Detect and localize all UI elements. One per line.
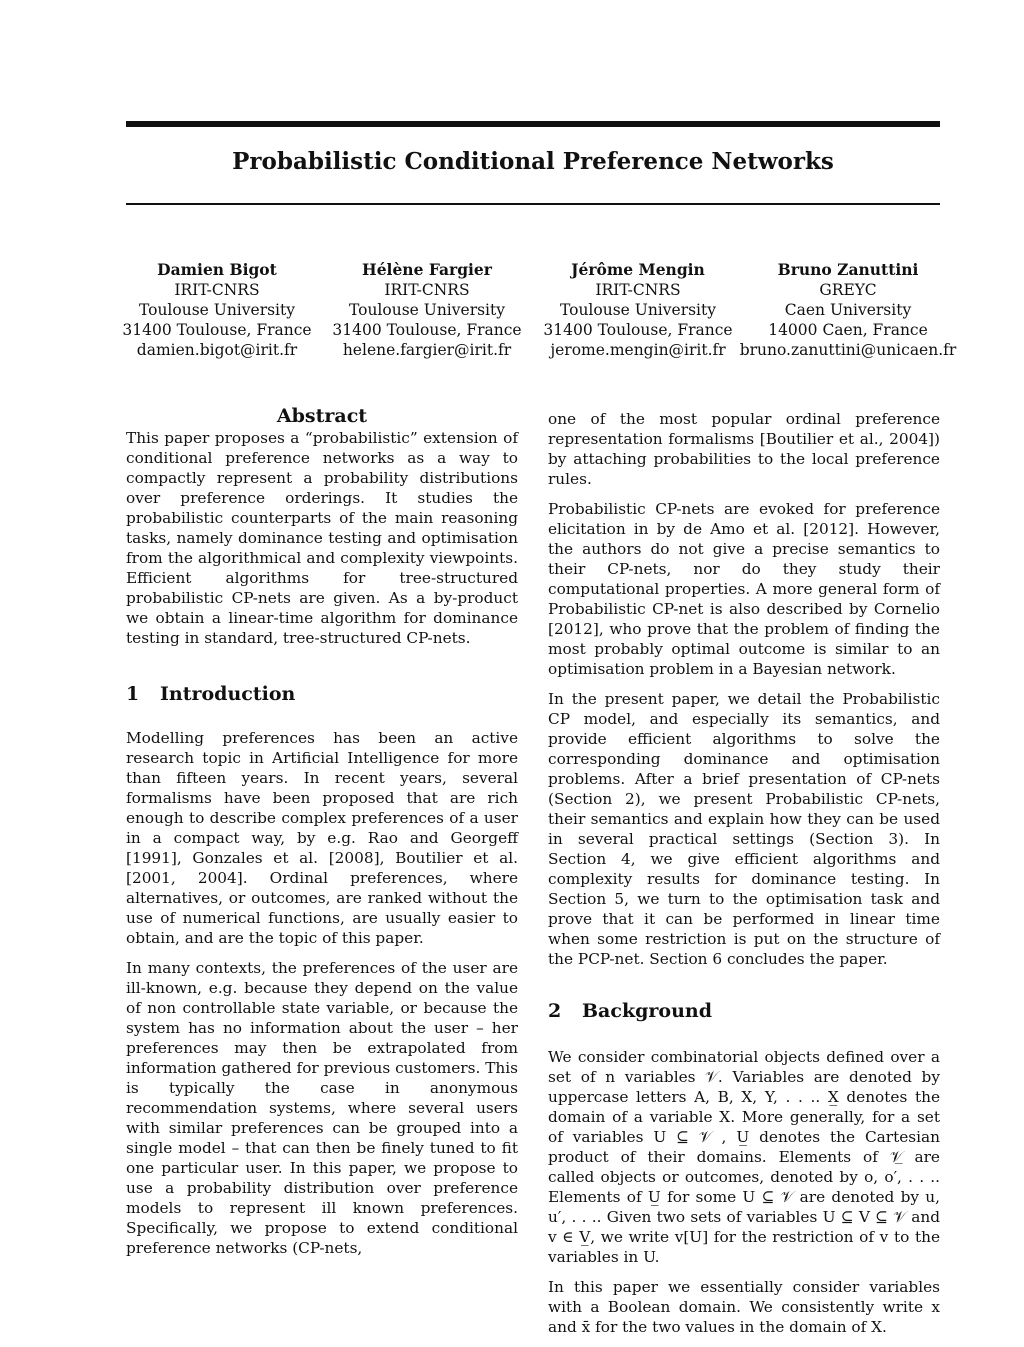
author-4 — [728, 260, 968, 360]
author-email: bruno.zanuttini@unicaen.fr — [739, 341, 957, 359]
author-2 — [307, 260, 547, 360]
author-lab: IRIT-CNRS — [595, 281, 681, 299]
author-name: Jérôme Mengin — [571, 260, 705, 279]
author-email: damien.bigot@irit.fr — [136, 341, 298, 359]
intro-paragraph-4: Probabilistic CP-nets are evoked for preference elicitation in by de Amo et al. [2012]. However, the authors do not give a precise semantics to their CP-nets, nor do they study their computational properties. A more general form of Probabilistic CP-net is also described by Cornelio [2012], who prove that the problem of finding the most probably optimal outcome is similar to an optimisation problem in a Bayesian network. — [548, 500, 940, 678]
author-email: jerome.mengin@irit.fr — [550, 341, 726, 359]
author-name: Damien Bigot — [157, 260, 277, 279]
author-university: Toulouse University — [559, 301, 716, 319]
abstract-text: This paper proposes a “probabilistic” extension of conditional preference networks as a way to compactly represent a probability distributions over preference orderings. It studies the probabilistic counterparts of the main reasoning tasks, namely dominance testing and optimisation from the algorithmical and complexity viewpoints. Efficient algorithms for tree-structured probabilistic CP-nets are given. As a by-product we obtain a linear-time algorithm for dominance testing in standard, tree-structured CP-nets. — [126, 429, 518, 647]
section-title: Background — [582, 1000, 712, 1022]
author-lab: GREYC — [819, 281, 877, 299]
author-city: 31400 Toulouse, France — [332, 321, 522, 339]
intro-paragraph-5: In the present paper, we detail the Probabilistic CP model, and especially its semantics, and provide efficient algorithms to solve the corresponding dominance and optimisation problems. After a brief presentation of CP-nets (Section 2), we present Probabilistic CP-nets, their semantics and explain how they can be used in several practical settings (Section 3). In Section 4, we give efficient algorithms and complexity results for dominance testing. In Section 5, we turn to the optimisation task and prove that it can be performed in linear time when some restriction is put on the structure of the PCP-net. Section 6 concludes the paper. — [548, 690, 940, 968]
background-paragraph-2: In this paper we essentially consider variables with a Boolean domain. We consistently write x and x̄ for the two values in the domain of X. — [548, 1278, 940, 1336]
section-number: 1 — [126, 683, 140, 705]
intro-paragraph-2: In many contexts, the preferences of the user are ill-known, e.g. because they depend on the value of non controllable state variable, or because the system has no information about the user – her preferences may then be extrapolated from information gathered for previous customers. This is typically the case in anonymous recommendation systems, where several users with similar preferences can be grouped into a single model – that can then be finely tuned to fit one particular user. In this paper, we propose to use a probability distribution over preference models to represent ill known preferences. Specifically, we propose to extend conditional preference networks (CP-nets, — [126, 959, 518, 1257]
left-column — [126, 404, 518, 1268]
right-column — [548, 409, 940, 1347]
author-email: helene.fargier@irit.fr — [342, 341, 512, 359]
intro-paragraph-1: Modelling preferences has been an active research topic in Artificial Intelligence for more than fifteen years. In recent years, several formalisms have been proposed that are rich enough to describe complex preferences of a user in a compact way, by e.g. Rao and Georgeff [1991], Gonzales et al. [2008], Boutilier et al. [2001, 2004]. Ordinal preferences, where alternatives, or outcomes, are ranked without the use of numerical functions, are usually easier to obtain, and are the topic of this paper. — [126, 729, 518, 947]
author-city: 31400 Toulouse, France — [122, 321, 312, 339]
paper-title: Probabilistic Conditional Preference Networks — [232, 148, 834, 175]
section-number: 2 — [548, 1000, 562, 1022]
section-title: Introduction — [160, 683, 296, 705]
author-lab: IRIT-CNRS — [174, 281, 260, 299]
author-name: Bruno Zanuttini — [777, 260, 919, 279]
author-3 — [518, 260, 758, 360]
title-bottom-rule — [126, 203, 940, 205]
section-2-heading — [548, 999, 940, 1023]
author-name: Hélène Fargier — [362, 260, 492, 279]
author-university: Toulouse University — [138, 301, 295, 319]
author-university: Toulouse University — [348, 301, 505, 319]
author-city: 14000 Caen, France — [768, 321, 928, 339]
intro-paragraph-3: one of the most popular ordinal preference representation formalisms [Boutilier et al., 2004]) by attaching probabilities to the local preference rules. — [548, 410, 940, 488]
abstract-heading: Abstract — [276, 405, 368, 427]
author-university: Caen University — [784, 301, 912, 319]
background-paragraph-1: We consider combinatorial objects defined over a set of n variables 𝒱. Variables are denoted by uppercase letters A, B, X, Y, . . .. X̲ denotes the domain of a variable X. More generally, for a set of variables U ⊆ 𝒱 , U̲ denotes the Cartesian product of their domains. Elements of 𝒱̲ are called objects or outcomes, denoted by o, o′, . . .. Elements of U̲ for some U ⊆ 𝒱 are denoted by u, u′, . . .. Given two sets of variables U ⊆ V ⊆ 𝒱 and v ∈ V̲, we write v[U] for the restriction of v to the variables in U. — [548, 1048, 940, 1266]
author-1 — [97, 260, 337, 360]
author-lab: IRIT-CNRS — [384, 281, 470, 299]
author-city: 31400 Toulouse, France — [543, 321, 733, 339]
section-1-heading — [126, 682, 518, 706]
title-top-rule — [126, 121, 940, 127]
